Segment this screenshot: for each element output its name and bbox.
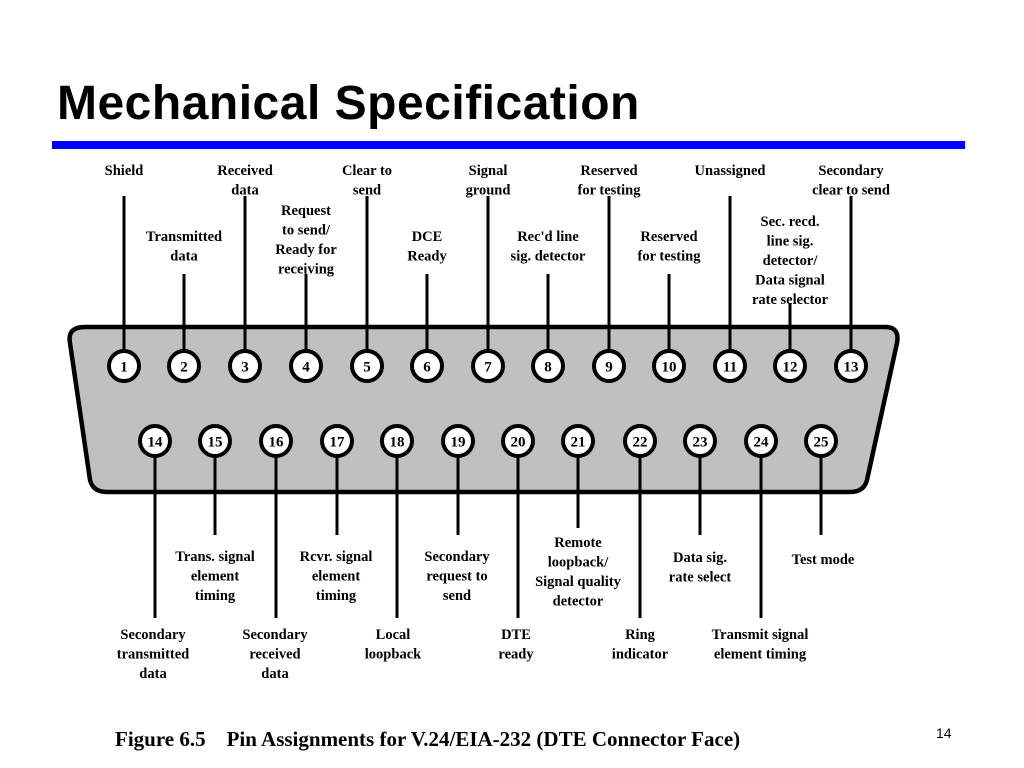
top-pin-label-10-line-1: Reserved [640, 229, 698, 245]
top-pin-label-12-line-5: rate selector [751, 292, 829, 308]
pin-15-number: 15 [207, 434, 223, 451]
pin-5-number: 5 [363, 359, 371, 376]
top-pin-label-9-line-1: Reserved [580, 163, 638, 179]
bottom-pin-label-8-line-3: Signal quality [535, 574, 621, 590]
bottom-pin-label-12-line-1: Test mode [791, 552, 855, 568]
pin-13-number: 13 [843, 359, 859, 376]
bottom-pin-label-3-line-3: data [261, 666, 289, 682]
pin-19-number: 19 [450, 434, 466, 451]
pin-24-number: 24 [753, 434, 769, 451]
bottom-pin-label-4-line-3: timing [315, 588, 357, 604]
top-pin-label-3-line-2: data [231, 182, 259, 199]
top-pin-label-2-line-1: Transmitted [145, 229, 223, 245]
top-pin-label-4-line-1: Request [281, 203, 331, 219]
top-pin-label-12-line-1: Sec. recd. [760, 214, 820, 230]
top-pin-label-4-line-3: Ready for [275, 242, 337, 258]
bottom-pin-label-9-line-2: indicator [611, 646, 669, 663]
top-pin-label-3-line-1: Received [217, 163, 273, 179]
figure-number: Figure 6.5 [115, 727, 206, 751]
pin-16-number: 16 [268, 434, 284, 451]
figure-caption [115, 727, 740, 752]
bottom-pin-label-2-line-2: element [190, 568, 240, 585]
pin-12-number: 12 [782, 359, 798, 376]
top-pin-label-5-line-2: send [352, 182, 382, 199]
bottom-pin-label-2-line-3: timing [194, 588, 236, 604]
bottom-pin-label-5-line-1: Local [375, 627, 411, 643]
top-pin-label-13-line-2: clear to send [812, 182, 890, 199]
pin-14-number: 14 [147, 434, 163, 451]
bottom-pin-label-11-line-1: Transmit signal [711, 627, 809, 643]
bottom-pin-label-4-line-2: element [311, 568, 361, 585]
page-number: 14 [936, 725, 952, 741]
bottom-pin-label-7-line-1: DTE [501, 627, 531, 643]
top-pin-label-10-line-2: for testing [637, 248, 701, 265]
top-pin-label-7-line-1: Signal [468, 163, 508, 179]
top-pin-label-7-line-2: ground [465, 182, 511, 199]
bottom-pin-label-3-line-2: received [249, 646, 301, 663]
top-pin-label-5-line-1: Clear to [341, 163, 393, 179]
bottom-pin-label-8-line-1: Remote [554, 535, 602, 551]
bottom-pin-label-1-line-3: data [139, 666, 167, 682]
top-pin-label-8-line-1: Rec'd line [517, 229, 579, 245]
top-pin-label-6-line-2: Ready [407, 248, 447, 265]
pin-10-number: 10 [661, 359, 677, 376]
pin-17-number: 17 [329, 434, 345, 451]
pin-7-number: 7 [484, 359, 492, 376]
top-pin-label-9-line-2: for testing [577, 182, 641, 199]
top-pin-label-4-line-4: receiving [277, 261, 335, 278]
bottom-pin-label-3-line-1: Secondary [242, 627, 308, 643]
pin-21-number: 21 [570, 434, 586, 451]
top-pin-label-1-line-1: Shield [104, 163, 144, 179]
bottom-pin-label-9-line-1: Ring [625, 627, 655, 643]
top-pin-label-11-line-1: Unassigned [694, 163, 766, 179]
pin-23-number: 23 [692, 434, 708, 451]
bottom-pin-label-10-line-1: Data sig. [673, 550, 727, 566]
pin-22-number: 22 [632, 434, 648, 451]
bottom-pin-label-1-line-1: Secondary [120, 627, 186, 643]
bottom-pin-label-10-line-2: rate select [668, 569, 732, 586]
top-pin-label-12-line-4: Data signal [755, 272, 825, 289]
top-pin-label-12-line-2: line sig. [766, 233, 814, 250]
bottom-pin-label-11-line-2: element timing [713, 646, 807, 663]
pin-8-number: 8 [544, 359, 552, 376]
bottom-pin-label-2-line-1: Trans. signal [175, 549, 255, 565]
bottom-pin-label-7-line-2: ready [498, 646, 534, 663]
top-pin-label-8-line-2: sig. detector [510, 248, 586, 265]
bottom-pin-label-8-line-2: loopback/ [547, 554, 609, 571]
pin-25-number: 25 [813, 434, 829, 451]
bottom-pin-label-6-line-2: request to [426, 568, 488, 585]
bottom-pin-label-5-line-2: loopback [364, 646, 422, 663]
pin-9-number: 9 [605, 359, 613, 376]
bottom-pin-label-1-line-2: transmitted [116, 646, 190, 663]
top-pin-label-12-line-3: detector/ [762, 253, 818, 269]
bottom-pin-label-6-line-1: Secondary [424, 549, 490, 565]
top-pin-label-13-line-1: Secondary [818, 163, 884, 179]
pin-6-number: 6 [423, 359, 431, 376]
pin-1-number: 1 [120, 359, 128, 376]
slide-title: Mechanical Specification [57, 77, 640, 130]
top-pin-label-2-line-2: data [170, 248, 198, 265]
pin-20-number: 20 [510, 434, 526, 451]
top-pin-label-4-line-2: to send/ [282, 222, 330, 239]
pin-3-number: 3 [241, 359, 249, 376]
figure-title: Pin Assignments for V.24/EIA-232 (DTE Connector Face) [226, 727, 741, 751]
top-pin-label-6-line-1: DCE [411, 229, 443, 245]
pin-11-number: 11 [722, 359, 738, 376]
bottom-pin-label-4-line-1: Rcvr. signal [299, 549, 373, 565]
bottom-pin-label-6-line-3: send [442, 588, 472, 604]
bottom-pin-label-8-line-4: detector [552, 593, 604, 610]
pin-2-number: 2 [180, 359, 188, 376]
pin-4-number: 4 [302, 359, 310, 376]
pin-18-number: 18 [389, 434, 405, 451]
